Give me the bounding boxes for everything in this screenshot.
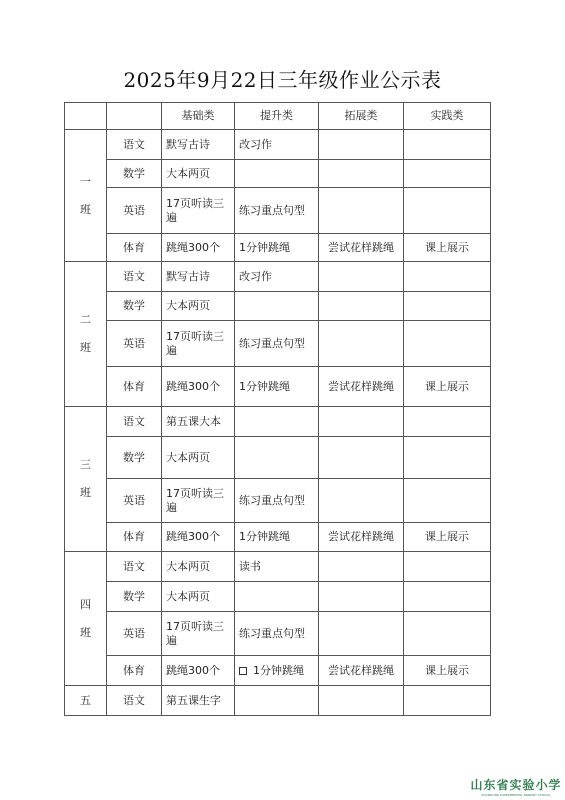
extend-cell — [319, 686, 404, 716]
table-row — [65, 367, 491, 407]
advance-cell: 练习重点句型 — [235, 188, 319, 234]
subject-cell: 数学 — [107, 437, 162, 479]
class-4-name-a: 四 — [80, 597, 91, 611]
class-1-cell — [65, 130, 107, 262]
table-row — [65, 130, 491, 160]
practice-cell — [404, 582, 491, 612]
basic-cell: 大本两页 — [162, 160, 235, 188]
practice-cell: 课上展示 — [404, 656, 491, 686]
practice-cell — [404, 160, 491, 188]
basic-cell: 17页听读三遍 — [162, 321, 235, 367]
table-row — [65, 188, 491, 234]
table-row — [65, 292, 491, 321]
extend-cell — [319, 130, 404, 160]
advance-cell — [235, 686, 319, 716]
subject-cell: 体育 — [107, 523, 162, 552]
advance-cell: 1分钟跳绳 — [235, 523, 319, 552]
class-2-cell — [65, 262, 107, 407]
class-1-name-a: 一 — [80, 174, 91, 188]
advance-cell — [235, 407, 319, 437]
extend-cell — [319, 582, 404, 612]
header-blank-1 — [65, 103, 107, 130]
practice-cell — [404, 188, 491, 234]
table-row — [65, 656, 491, 686]
basic-cell: 默写古诗 — [162, 130, 235, 160]
extend-cell — [319, 262, 404, 292]
practice-cell — [404, 686, 491, 716]
extend-cell: 尝试花样跳绳 — [319, 523, 404, 552]
basic-cell: 17页听读三遍 — [162, 188, 235, 234]
table-row — [65, 321, 491, 367]
extend-cell: 尝试花样跳绳 — [319, 656, 404, 686]
basic-cell: 17页听读三遍 — [162, 479, 235, 523]
table-row — [65, 686, 491, 716]
advance-cell — [235, 160, 319, 188]
header-advance: 提升类 — [235, 103, 319, 130]
class-4-name-b: 班 — [80, 625, 91, 639]
subject-cell: 数学 — [107, 160, 162, 188]
practice-cell: 课上展示 — [404, 367, 491, 407]
practice-cell — [404, 292, 491, 321]
table-row — [65, 612, 491, 656]
basic-cell: 跳绳300个 — [162, 367, 235, 407]
subject-cell: 英语 — [107, 612, 162, 656]
extend-cell — [319, 479, 404, 523]
practice-cell — [404, 437, 491, 479]
subject-cell: 语文 — [107, 686, 162, 716]
class-3-name-a: 三 — [80, 458, 91, 471]
basic-cell: 第五课生字 — [162, 686, 235, 716]
extend-cell — [319, 407, 404, 437]
extend-cell — [319, 188, 404, 234]
table-row — [65, 479, 491, 523]
practice-cell: 课上展示 — [404, 523, 491, 552]
class-3-name-b: 班 — [80, 486, 91, 499]
advance-cell: 改习作 — [235, 130, 319, 160]
subject-cell: 体育 — [107, 656, 162, 686]
basic-cell: 跳绳300个 — [162, 656, 235, 686]
subject-cell: 语文 — [107, 407, 162, 437]
table-row — [65, 437, 491, 479]
subject-cell: 体育 — [107, 234, 162, 262]
practice-cell — [404, 262, 491, 292]
extend-cell — [319, 612, 404, 656]
header-extend: 拓展类 — [319, 103, 404, 130]
basic-cell: 跳绳300个 — [162, 523, 235, 552]
advance-cell: 练习重点句型 — [235, 479, 319, 523]
extend-cell — [319, 437, 404, 479]
advance-cell: 练习重点句型 — [235, 321, 319, 367]
homework-table — [64, 102, 491, 716]
subject-cell: 语文 — [107, 552, 162, 582]
advance-cell: 读书 — [235, 552, 319, 582]
table-row — [65, 234, 491, 262]
advance-cell: 1分钟跳绳 — [235, 367, 319, 407]
table-row — [65, 582, 491, 612]
practice-cell — [404, 321, 491, 367]
header-blank-2 — [107, 103, 162, 130]
practice-cell — [404, 407, 491, 437]
class-5-cell: 五 — [65, 686, 107, 716]
basic-cell: 大本两页 — [162, 582, 235, 612]
practice-cell — [404, 130, 491, 160]
subject-cell: 英语 — [107, 321, 162, 367]
extend-cell: 尝试花样跳绳 — [319, 367, 404, 407]
practice-cell — [404, 479, 491, 523]
table-row — [65, 407, 491, 437]
class-4-cell — [65, 552, 107, 686]
subject-cell: 英语 — [107, 479, 162, 523]
subject-cell: 数学 — [107, 582, 162, 612]
practice-cell — [404, 552, 491, 582]
advance-cell — [235, 292, 319, 321]
school-logo — [470, 776, 562, 798]
page-title: 2025年9月22日三年级作业公示表 — [123, 68, 442, 92]
basic-cell: 第五课大本 — [162, 407, 235, 437]
extend-cell — [319, 160, 404, 188]
basic-cell: 大本两页 — [162, 292, 235, 321]
subject-cell: 语文 — [107, 130, 162, 160]
table-row — [65, 262, 491, 292]
extend-cell — [319, 552, 404, 582]
advance-cell: 改习作 — [235, 262, 319, 292]
practice-cell — [404, 612, 491, 656]
extend-cell: 尝试花样跳绳 — [319, 234, 404, 262]
extend-cell — [319, 321, 404, 367]
advance-cell — [235, 437, 319, 479]
class-2-name-b: 班 — [80, 341, 91, 354]
table-row — [65, 160, 491, 188]
advance-cell: 1分钟跳绳 — [235, 234, 319, 262]
subject-cell: 语文 — [107, 262, 162, 292]
advance-cell — [235, 582, 319, 612]
advance-text: 1分钟跳绳 — [253, 663, 304, 677]
basic-cell: 大本两页 — [162, 437, 235, 479]
basic-cell: 大本两页 — [162, 552, 235, 582]
class-2-name-a: 二 — [80, 313, 91, 326]
advance-cell: 练习重点句型 — [235, 612, 319, 656]
basic-cell: 17页听读三遍 — [162, 612, 235, 656]
checkbox-icon — [239, 667, 247, 675]
header-practice: 实践类 — [404, 103, 491, 130]
subject-cell: 数学 — [107, 292, 162, 321]
school-logo-en: SHANDONG EXPERIMENTAL PRIMARY SCHOOL — [481, 793, 551, 797]
table-row — [65, 552, 491, 582]
header-basic: 基础类 — [162, 103, 235, 130]
basic-cell: 默写古诗 — [162, 262, 235, 292]
table-row — [65, 523, 491, 552]
practice-cell: 课上展示 — [404, 234, 491, 262]
advance-cell — [235, 656, 319, 686]
extend-cell — [319, 292, 404, 321]
subject-cell: 体育 — [107, 367, 162, 407]
class-1-name-b: 班 — [80, 202, 91, 216]
school-logo-cn: 山东省实验小学 — [470, 778, 562, 792]
subject-cell: 英语 — [107, 188, 162, 234]
basic-cell: 跳绳300个 — [162, 234, 235, 262]
class-3-cell — [65, 407, 107, 552]
header-row — [65, 103, 491, 130]
